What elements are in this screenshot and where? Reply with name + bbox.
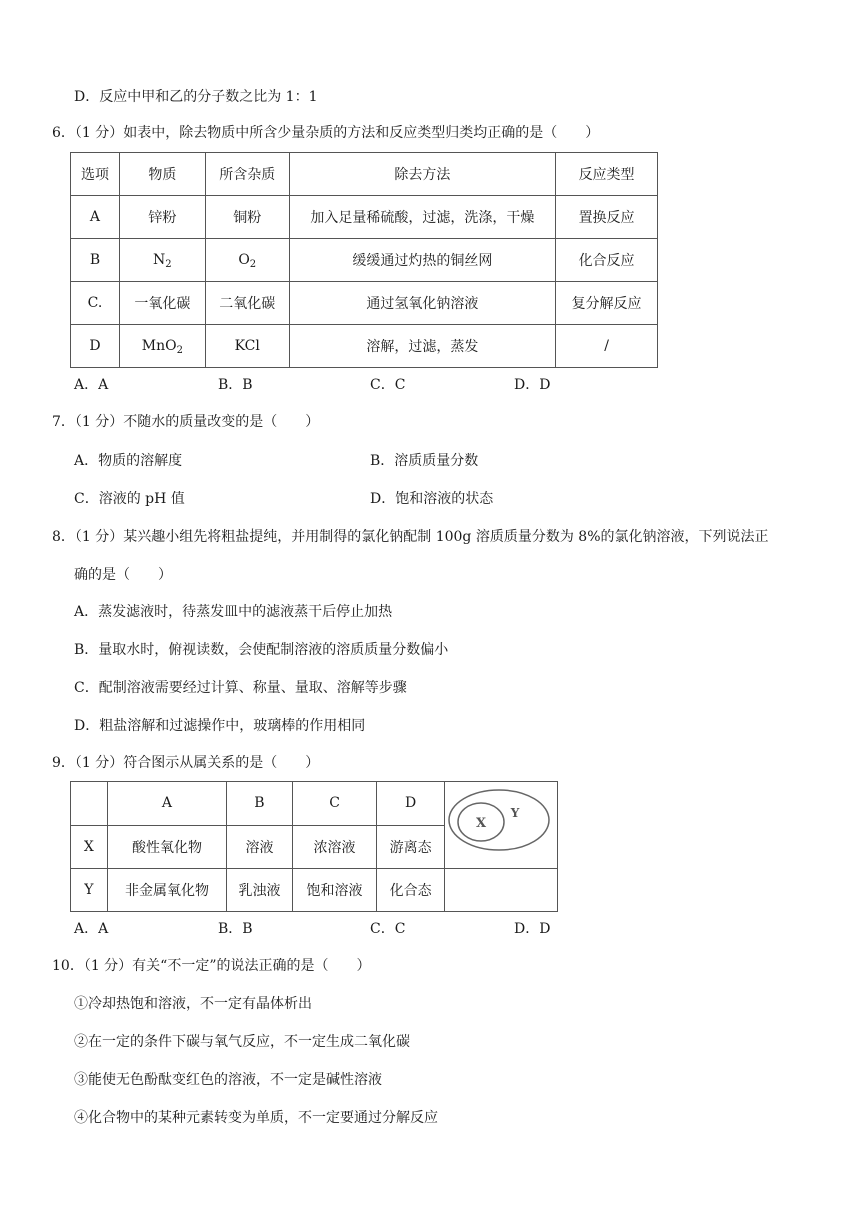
outer-label: Y	[510, 806, 520, 820]
q6-option-d: D．D	[514, 377, 551, 393]
cell-reaction-type: 化合反应	[556, 239, 658, 282]
table-cell: 乳浊液	[227, 869, 293, 912]
q6-option-b: B．B	[218, 377, 253, 393]
header-cell: 反应类型	[556, 153, 658, 196]
q8-option-b: B．量取水时，俯视读数，会使配制溶液的溶质质量分数偏小	[74, 642, 449, 658]
q9-option-c: C．C	[370, 921, 406, 937]
q7-option-d: D．饱和溶液的状态	[370, 491, 494, 507]
table-cell: 非金属氧化物	[107, 869, 226, 912]
outer-ellipse	[449, 790, 549, 850]
q6-option-a: A．A	[74, 377, 109, 393]
venn-diagram-svg	[445, 782, 557, 868]
q9-option-a: A．A	[74, 921, 109, 937]
q7-option-c: C．溶液的 pH 值	[74, 491, 185, 507]
header-cell: D	[377, 782, 445, 826]
table-cell: 化合态	[377, 869, 445, 912]
cell-method: 通过氢氧化钠溶液	[289, 282, 555, 325]
q6-stem: 6．（1 分）如表中，除去物质中所含少量杂质的方法和反应类型归类均正确的是（ ）	[52, 125, 600, 141]
cell-option: D	[71, 325, 120, 368]
q10-item-1: ①冷却热饱和溶液，不一定有晶体析出	[74, 996, 312, 1012]
cell-substance: 一氧化碳	[119, 282, 205, 325]
table-row	[71, 282, 658, 325]
q5-option-d: D．反应中甲和乙的分子数之比为 1：1	[74, 89, 318, 105]
table-cell: 溶液	[227, 825, 293, 869]
q8-stem-line2: 确的是（ ）	[74, 567, 172, 583]
table-row	[71, 196, 658, 239]
q8-option-c: C．配制溶液需要经过计算、称量、量取、溶解等步骤	[74, 680, 407, 696]
table-cell: 酸性氧化物	[107, 825, 226, 869]
header-cell: 物质	[119, 153, 205, 196]
q10-item-2: ②在一定的条件下碳与氧气反应，不一定生成二氧化碳	[74, 1034, 410, 1050]
q6-option-c: C．C	[370, 377, 406, 393]
table-header-row	[71, 782, 558, 826]
q10-item-3: ③能使无色酚酞变红色的溶液，不一定是碱性溶液	[74, 1072, 382, 1088]
cell-reaction-type: /	[556, 325, 658, 368]
header-cell	[71, 782, 108, 826]
q7-stem: 7．（1 分）不随水的质量改变的是（ ）	[52, 414, 320, 430]
q10-stem: 10．（1 分）有关“不一定”的说法正确的是（ ）	[52, 958, 371, 974]
table-row	[71, 869, 558, 912]
cell-method: 加入足量稀硫酸，过滤，洗涤，干燥	[289, 196, 555, 239]
cell-impurity: $O_2$	[205, 239, 289, 282]
row-label: X	[71, 825, 108, 869]
cell-reaction-type: 置换反应	[556, 196, 658, 239]
diagram-spacer	[444, 869, 557, 912]
cell-substance: 锌粉	[119, 196, 205, 239]
cell-substance: MnO$_2$	[119, 325, 205, 368]
header-cell: B	[227, 782, 293, 826]
cell-method: 溶解，过滤，蒸发	[289, 325, 555, 368]
venn-diagram	[444, 782, 557, 869]
q8-stem-line1: 8．（1 分）某兴趣小组先将粗盐提纯，并用制得的氯化钠配制 100g 溶质质量分数为 8%的氯化钠溶液，下列说法正	[52, 529, 769, 545]
table-cell: 游离态	[377, 825, 445, 869]
cell-option: A	[71, 196, 120, 239]
cell-impurity: 铜粉	[205, 196, 289, 239]
q9-option-d: D．D	[514, 921, 551, 937]
row-label: Y	[71, 869, 108, 912]
table-cell: 饱和溶液	[292, 869, 377, 912]
q10-item-4: ④化合物中的某种元素转变为单质，不一定要通过分解反应	[74, 1110, 438, 1126]
cell-substance: $N_2$	[119, 239, 205, 282]
table-row	[71, 239, 658, 282]
cell-option: B	[71, 239, 120, 282]
table-header-row	[71, 153, 658, 196]
cell-impurity: KCl	[205, 325, 289, 368]
q9-stem: 9．（1 分）符合图示从属关系的是（ ）	[52, 755, 320, 771]
q7-option-a: A．物质的溶解度	[74, 453, 183, 469]
header-cell: A	[107, 782, 226, 826]
q9-table	[70, 781, 558, 912]
inner-label: X	[475, 816, 486, 831]
table-row	[71, 325, 658, 368]
q8-option-a: A．蒸发滤液时，待蒸发皿中的滤液蒸干后停止加热	[74, 604, 393, 620]
q9-option-b: B．B	[218, 921, 253, 937]
header-cell: 除去方法	[289, 153, 555, 196]
table-cell: 浓溶液	[292, 825, 377, 869]
cell-reaction-type: 复分解反应	[556, 282, 658, 325]
q8-option-d: D．粗盐溶解和过滤操作中，玻璃棒的作用相同	[74, 718, 366, 734]
header-cell: 所含杂质	[205, 153, 289, 196]
q7-option-b: B．溶质质量分数	[370, 453, 479, 469]
header-cell: 选项	[71, 153, 120, 196]
cell-option: C.	[71, 282, 120, 325]
cell-method: 缓缓通过灼热的铜丝网	[289, 239, 555, 282]
cell-impurity: 二氧化碳	[205, 282, 289, 325]
q6-table	[70, 152, 658, 368]
header-cell: C	[292, 782, 377, 826]
